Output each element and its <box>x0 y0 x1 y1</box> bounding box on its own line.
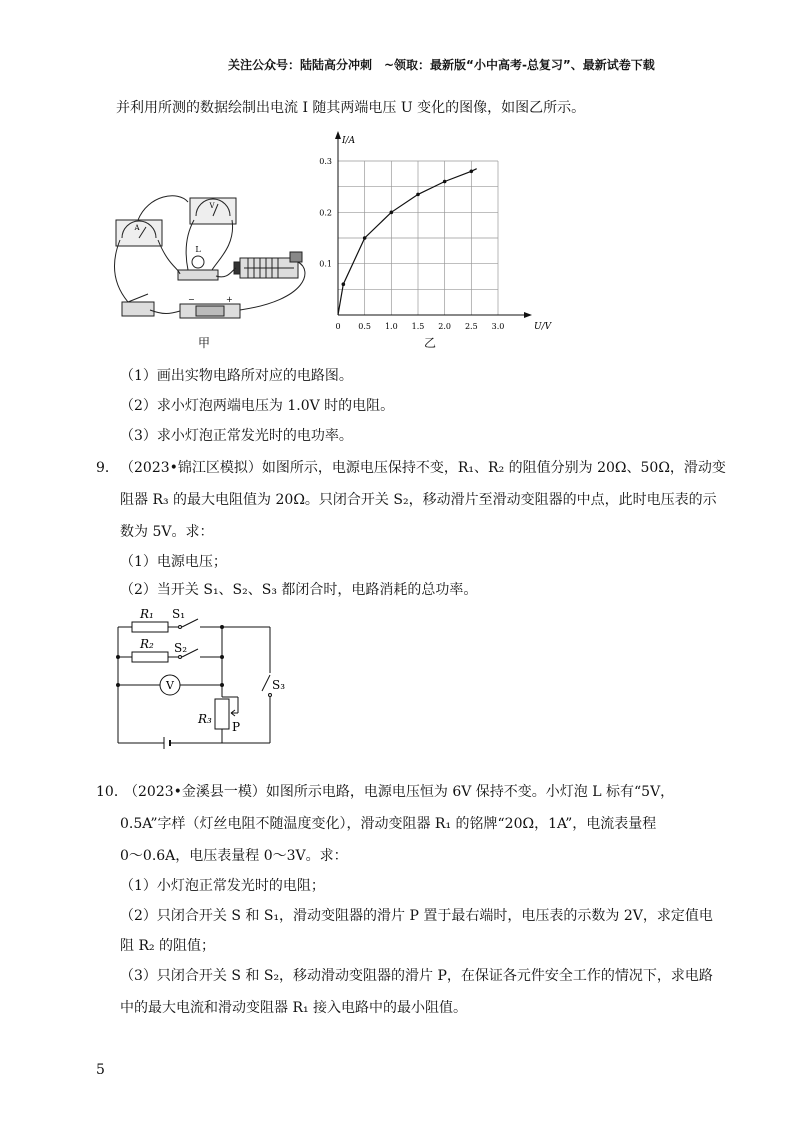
s2-label: S₂ <box>174 641 188 655</box>
q10-item-2-cont: 阻 R₂ 的阻值； <box>120 938 216 954</box>
x-tick-label: 0.5 <box>358 322 372 331</box>
y-tick-label: 0.2 <box>319 208 332 218</box>
x-tick-label: 0 <box>335 322 341 331</box>
x-axis-label: U/V <box>534 322 552 332</box>
page-number: 5 <box>96 1062 105 1078</box>
data-point <box>443 180 447 184</box>
q9-item-2: （2）当开关 S₁、S₂、S₃ 都闭合时，电路消耗的总功率。 <box>120 582 478 598</box>
x-tick-label: 1.0 <box>384 322 398 331</box>
q10-item-3-cont: 中的最大电流和滑动变阻器 R₁ 接入电路中的最小阻值。 <box>120 1000 468 1016</box>
q9-circuit-diagram <box>112 605 286 750</box>
physical-circuit-figure <box>108 190 323 325</box>
battery-plus-label: + <box>226 295 233 304</box>
s3-label: S₃ <box>272 678 286 692</box>
q10-item-1: （1）小灯泡正常发光时的电阻； <box>120 878 325 894</box>
q9-line-3: 数为 5V。求： <box>120 524 214 540</box>
x-tick-label: 2.0 <box>438 322 452 331</box>
y-tick-label: 0.1 <box>319 259 332 269</box>
q8-item-2: （2）求小灯泡两端电压为 1.0V 时的电阻。 <box>120 398 395 414</box>
q8-item-3: （3）求小灯泡正常发光时的电功率。 <box>120 428 353 444</box>
page-header: 关注公众号：陆陆高分冲刺 ~领取：最新版“小中高考-总复习”、最新试卷下载 <box>228 58 655 72</box>
voltmeter-label: V <box>209 202 215 210</box>
figure-label-right: 乙 <box>424 336 437 350</box>
iu-curve <box>338 169 477 315</box>
r1-label: R₁ <box>140 607 154 621</box>
q10-number: 10． <box>96 784 128 800</box>
voltmeter-v-label: V <box>166 679 174 692</box>
q10-item-3: （3）只闭合开关 S 和 S₂，移动滑动变阻器的滑片 P，在保证各元件安全工作的情况下，求电路 <box>120 968 713 984</box>
y-tick-label: 0.3 <box>319 157 332 166</box>
iu-chart <box>310 125 550 335</box>
lamp-label: L <box>195 245 201 254</box>
y-axis-label: I/A <box>342 136 356 146</box>
x-tick-label: 1.5 <box>411 322 425 331</box>
q9-line-1: （2023•锦江区模拟）如图所示，电源电压保持不变，R₁、R₂ 的阻值分别为 20Ω、50Ω，滑动变 <box>120 460 726 476</box>
intro-text: 并利用所测的数据绘制出电流 I 随其两端电压 U 变化的图像，如图乙所示。 <box>116 100 586 116</box>
data-point <box>416 193 420 197</box>
r2-label: R₂ <box>140 637 154 651</box>
x-axis-arrow <box>524 312 532 318</box>
q10-line-2: 0.5A”字样（灯丝电阻不随温度变化），滑动变阻器 R₁ 的铭牌“20Ω，1A”，电流表量程 <box>120 816 657 832</box>
battery-minus-label: − <box>188 295 195 304</box>
data-point <box>363 236 367 240</box>
q10-line-1: （2023•金溪县一模）如图所示电路，电源电压恒为 6V 保持不变。小灯泡 L 标有“5V， <box>124 784 675 800</box>
q9-number: 9． <box>96 460 119 476</box>
x-tick-label: 3.0 <box>491 322 505 331</box>
data-point <box>390 211 394 215</box>
q9-line-2: 阻器 R₃ 的最大电阻值为 20Ω。只闭合开关 S₂，移动滑片至滑动变阻器的中点，此时电压表的示 <box>120 492 717 508</box>
r3-label: R₃ <box>198 712 212 726</box>
ammeter-label: A <box>134 224 140 232</box>
q8-item-1: （1）画出实物电路所对应的电路图。 <box>120 368 353 384</box>
y-axis-arrow <box>335 131 341 139</box>
data-point <box>342 282 346 286</box>
s1-label: S₁ <box>172 607 186 621</box>
data-point <box>470 169 474 173</box>
x-tick-label: 2.5 <box>464 322 478 331</box>
q10-line-3: 0～0.6A，电压表量程 0～3V。求： <box>120 848 348 864</box>
q9-item-1: （1）电源电压； <box>120 554 227 570</box>
slider-p-label: P <box>232 720 241 734</box>
figure-label-left: 甲 <box>198 336 211 350</box>
q10-item-2: （2）只闭合开关 S 和 S₁，滑动变阻器的滑片 P 置于最右端时，电压表的示数为 2V，求定值电 <box>120 908 713 924</box>
